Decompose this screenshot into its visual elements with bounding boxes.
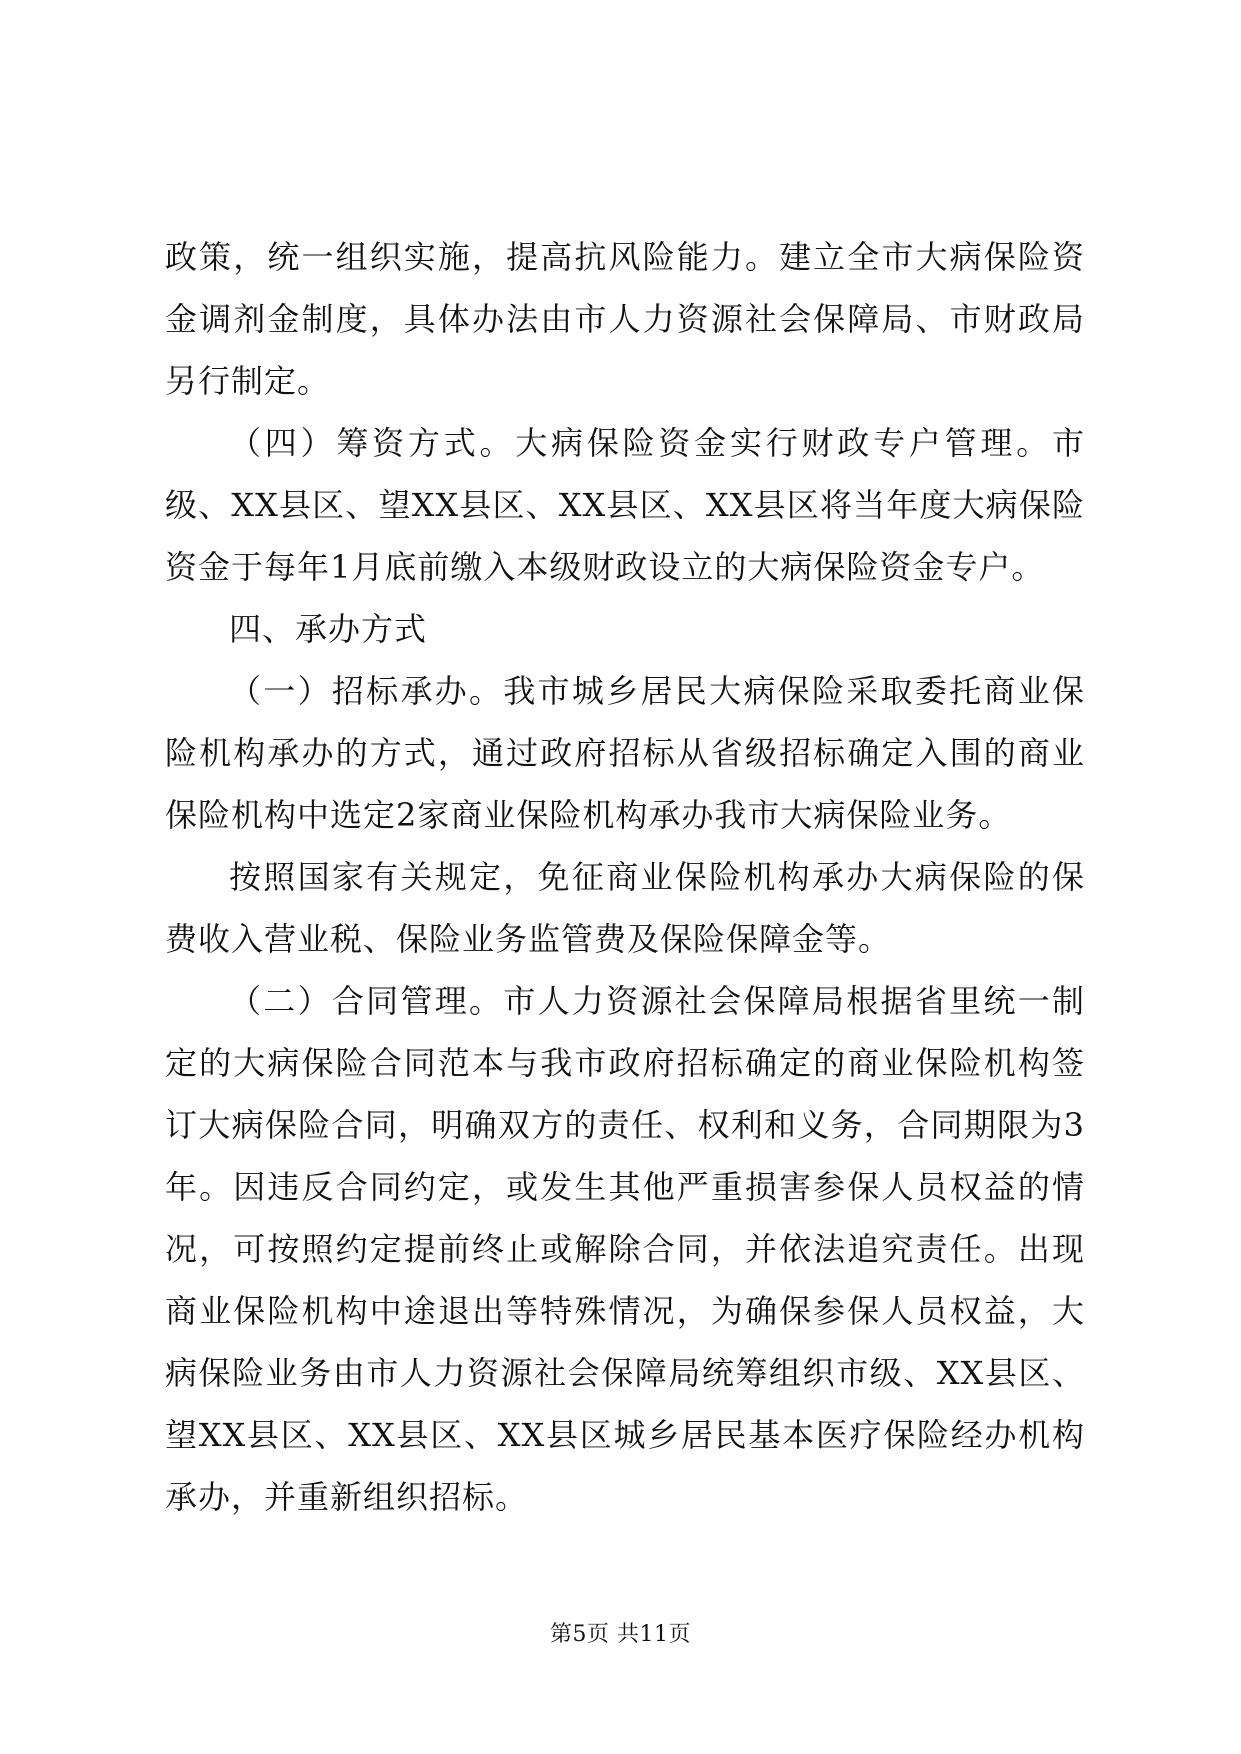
paragraph-bidding-undertaking: （一）招标承办。我市城乡居民大病保险采取委托商业保险机构承办的方式，通过政府招标从省级招标确定入围的商业保险机构中选定2家商业保险机构承办我市大病保险业务。 — [165, 672, 1085, 834]
section-heading-undertaking-method: 四、承办方式 — [229, 610, 428, 648]
paragraph-continuation: 政策，统一组织实施，提高抗风险能力。建立全市大病保险资金调剂金制度，具体办法由市人力资源社会保障局、市财政局另行制定。 — [165, 238, 1085, 400]
page-number-footer: 第5页 共11页 — [550, 1622, 691, 1647]
paragraph-funding-method: （四）筹资方式。大病保险资金实行财政专户管理。市级、XX县区、望XX县区、XX县区、XX县区将当年度大病保险资金于每年1月底前缴入本级财政设立的大病保险资金专户。 — [165, 424, 1085, 586]
paragraph-contract-management: （二）合同管理。市人力资源社会保障局根据省里统一制定的大病保险合同范本与我市政府招标确定的商业保险机构签订大病保险合同，明确双方的责任、权利和义务，合同期限为3年。因违反合同约定，或发生其他严重损害参保人员权益的情况，可按照约定提前终止或解除合同，并依法追究责任。出现商业保险机构中途退出等特殊情况，为确保参保人员权益，大病保险业务由市人力资源社会保障局统筹组织市级、XX县区、望XX县区、XX县区、XX县区城乡居民基本医疗保险经办机构承办，并重新组织招标。 — [165, 982, 1085, 1516]
paragraph-tax-exemption: 按照国家有关规定，免征商业保险机构承办大病保险的保费收入营业税、保险业务监管费及保险保障金等。 — [165, 858, 1085, 958]
document-body — [165, 226, 1085, 1528]
